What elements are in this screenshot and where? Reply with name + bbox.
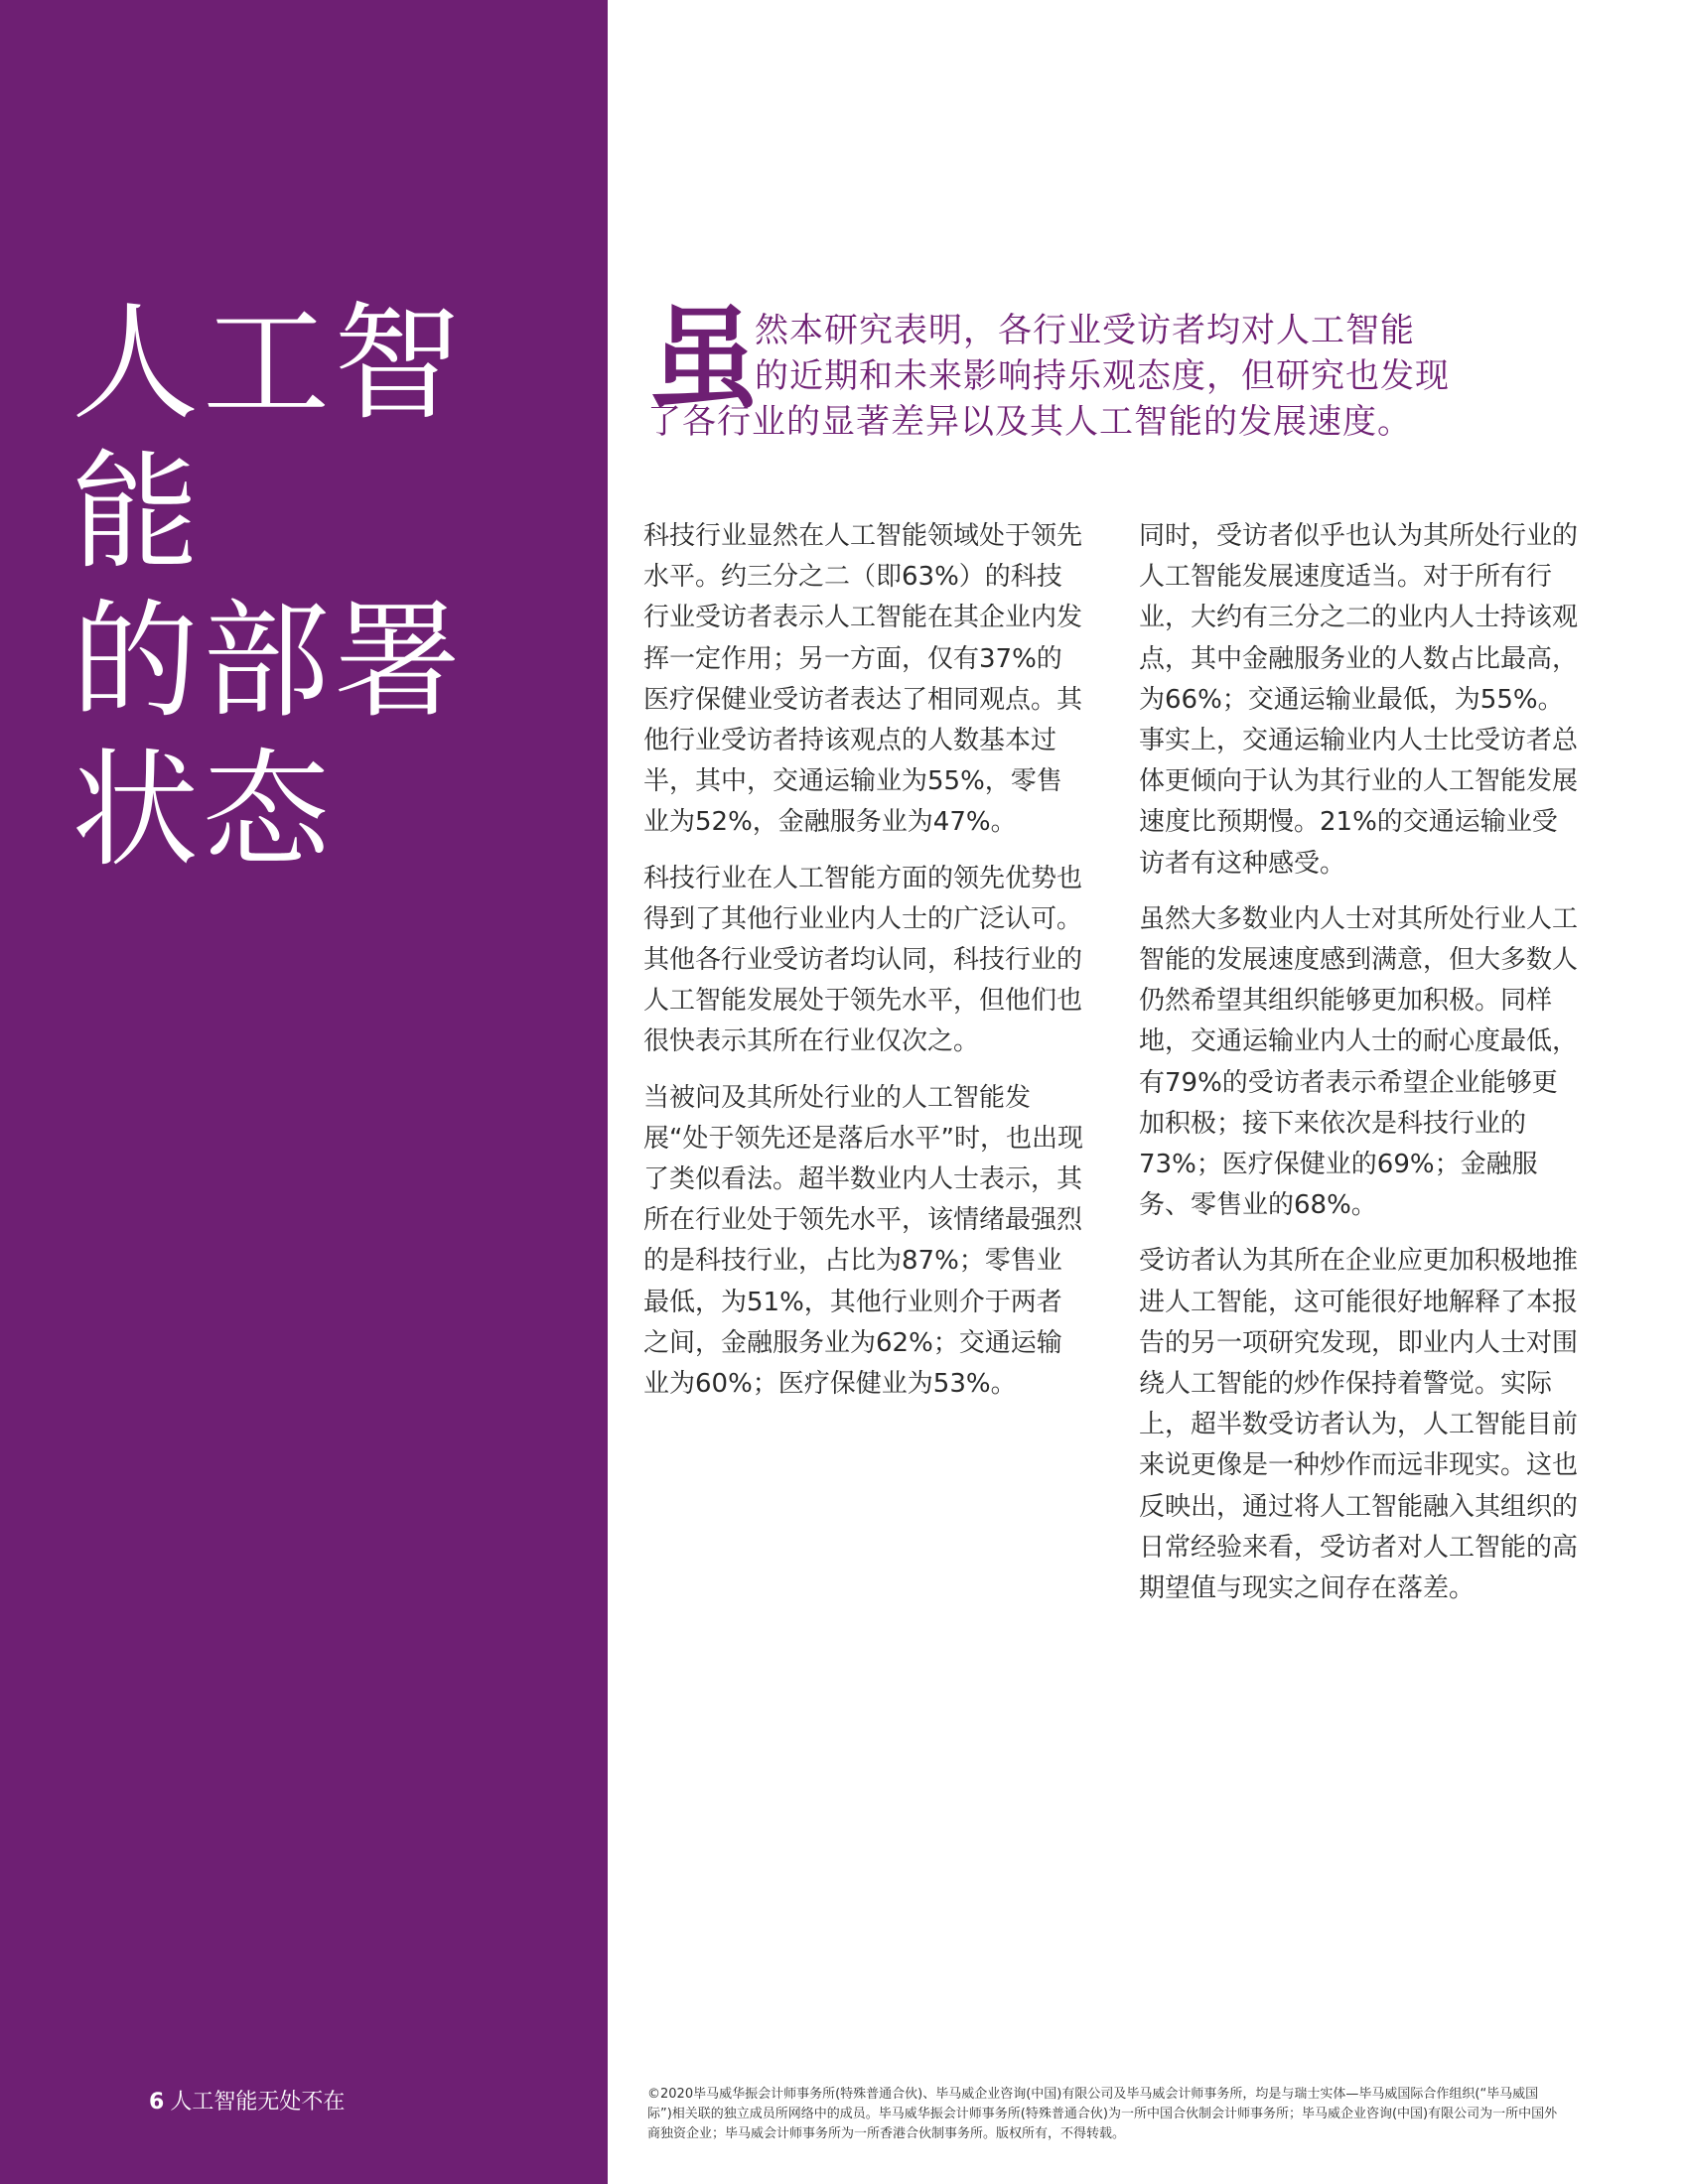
intro-paragraph (647, 295, 1571, 459)
sidebar-panel (0, 0, 608, 2184)
body-paragraph: 科技行业显然在人工智能领域处于领先水平。约三分之二（即63%）的科技行业受访者表示人工智能在其企业内发挥一定作用；另一方面，仅有37%的医疗保健业受访者表达了相同观点。其他行业受访者持该观点的人数基本过半，其中，交通运输业为55%，零售业为52%，金融服务业为47%。 (643, 521, 1083, 838)
publication-title: 人工智能无处不在 (170, 2090, 346, 2115)
section-title (71, 290, 588, 886)
body-paragraph: 同时，受访者似乎也认为其所处行业的人工智能发展速度适当。对于所有行业，大约有三分之二的业内人士持该观点，其中金融服务业的人数占比最高，为66%；交通运输业最低，为55%。事实上，交通运输业内人士比受访者总体更倾向于认为其行业的人工智能发展速度比预期慢。21%的交通运输业受访者有这种感受。 (1139, 521, 1579, 879)
section-title-line-1: 人工智能 (71, 290, 466, 587)
body-paragraph: 当被问及其所处行业的人工智能发展“处于领先还是落后水平”时，也出现了类似看法。超半数业内人士表示，其所在行业处于领先水平，该情绪最强烈的是科技行业，占比为87%；零售业最低，为51%，其他行业则介于两者之间，金融服务业为62%；交通运输业为60%；医疗保健业为53%。 (643, 1082, 1083, 1400)
section-title-line-3: 状态 (71, 737, 335, 885)
section-title-line-2: 的部署 (71, 588, 466, 736)
body-paragraph: 科技行业在人工智能方面的领先优势也得到了其他行业业内人士的广泛认可。其他各行业受访者均认同，科技行业的人工智能发展处于领先水平，但他们也很快表示其所在行业仅次之。 (643, 863, 1083, 1057)
copyright-notice: ©2020毕马威华振会计师事务所(特殊普通合伙)、毕马威企业咨询(中国)有限公司及毕马威会计师事务所，均是与瑞士实体—毕马威国际合作组织(“毕马威国际”)相关联的独立成员所网络中的成员。毕马威华振会计师事务所(特殊普通合伙)为一所中国合伙制会计师事务所；毕马威企业咨询(中国)有限公司为一所中国外商独资企业；毕马威会计师事务所为一所香港合伙制事务所。版权所有，不得转载。 (647, 2087, 1558, 2141)
intro-line-1: 然本研究表明，各行业受访者均对人工智能 (755, 311, 1415, 350)
page-number: 6 (149, 2090, 165, 2115)
body-paragraph: 虽然大多数业内人士对其所处行业人工智能的发展速度感到满意，但大多数人仍然希望其组织能够更加积极。同样地，交通运输业内人士的耐心度最低，有79%的受访者表示希望企业能够更加积极；接下来依次是科技行业的73%；医疗保健业的69%；金融服务、零售业的68%。 (1139, 903, 1579, 1221)
drop-cap: 虽 (647, 295, 759, 424)
body-paragraph: 受访者认为其所在企业应更加积极地推进人工智能，这可能很好地解释了本报告的另一项研究发现，即业内人士对围绕人工智能的炒作保持着警觉。实际上，超半数受访者认为，人工智能目前来说更像是一种炒作而远非现实。这也反映出，通过将人工智能融入其组织的日常经验来看，受访者对人工智能的高期望值与现实之间存在落差。 (1139, 1246, 1579, 1604)
body-column-left (643, 516, 1085, 1420)
page-footer (149, 2085, 345, 2116)
intro-line-2: 的近期和未来影响持乐观态度，但研究也发现 (755, 356, 1450, 396)
body-column-right (1139, 516, 1581, 1624)
intro-line-3: 了各行业的显著差异以及其人工智能的发展速度。 (647, 402, 1412, 442)
